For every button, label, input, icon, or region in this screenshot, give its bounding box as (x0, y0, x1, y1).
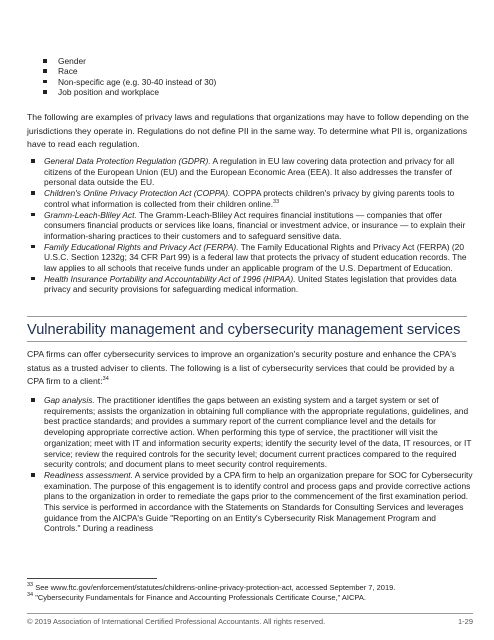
bullet-icon (43, 59, 47, 63)
law-name: Gramm-Leach-Bliley Act. (44, 209, 137, 220)
list-item: Race (43, 66, 463, 76)
list-item: Job position and workplace (43, 87, 463, 97)
bullet-icon (31, 277, 35, 281)
intro-paragraph: The following are examples of privacy laws and regulations that organizations may have to follow depending on the jurisdictions they operate in. Regulations do not define PII in the same way. To determine what PII is, organizations have to read each regulation. (27, 112, 469, 150)
bullet-icon (43, 90, 47, 94)
bullet-icon (31, 398, 35, 402)
footnote: $^{34}$ "Cybersecurity Fundamentals for Finance and Accounting Professionals Certificate Course," AICPA. (27, 592, 366, 603)
footnote-number: 34 (27, 592, 34, 599)
pii-attribute-list (43, 56, 463, 98)
footnotes (27, 583, 473, 603)
law-name: Family Educational Rights and Privacy Act (FERPA). (44, 241, 239, 252)
privacy-law-list (27, 156, 473, 295)
list-item (27, 210, 473, 242)
service-description: A service provided by a CPA firm to help an organization prepare for SOC for Cybersecurity examination. The purpose of this engagement is to identify control and process gaps and provide corrective actions plans to the organization in order to remediate the gaps prior to the commencement of the first examination period. This service is performed in accordance with the Statements on Standards for Consulting Services and leverages guidance from the AICPA's Guide "Reporting on an Entity's Cybersecurity Risk Management Program and Controls." During a readiness (44, 469, 473, 534)
footnote-number: 33 (27, 582, 34, 588)
service-name: Readiness assessment. (44, 469, 133, 480)
copyright-notice: © 2019 Association of International Certified Professional Accountants. All rights reserved. (27, 617, 326, 626)
list-item (27, 470, 473, 534)
law-name: General Data Protection Regulation (GDPR). (44, 156, 211, 166)
bullet-icon (31, 191, 35, 195)
heading-underline (27, 341, 467, 342)
service-description: The practitioner identifies the gaps between an existing system and a target system or set of requirements; assists the organization in obtaining full compliance with the appropriate regulations, guidelines, and best practice standards; and provides a summary report of the current compliance level and the details for developing appropriate corrective action. When performing this type of service, the practitioner will visit the organization; meet with IT and information security experts; identify the security level of the data, IT resources, or IT service; review the required controls for the security level; document current practices compared to the required security controls; and document plans to meet security control requirements. (44, 395, 472, 470)
footnote-reference: 33 (273, 198, 280, 205)
law-name: Children's Online Privacy Protection Act (COPPA). (44, 188, 231, 199)
section-divider (27, 316, 467, 317)
bullet-icon (31, 473, 35, 477)
section-heading: Vulnerability management and cybersecurity management services (27, 322, 461, 338)
footnote-separator (27, 578, 157, 579)
section-intro-paragraph: CPA firms can offer cybersecurity services to improve an organization's security posture and enhance the CPA's status as a trusted adviser to clients. The following is a list of cybersecurity services that could be provided by a CPA firm to a client:$^{34}$ (27, 349, 457, 387)
list-item: Non-specific age (e.g. 30-40 instead of 30) (43, 77, 463, 87)
bullet-icon (31, 159, 35, 163)
service-name: Gap analysis. (44, 395, 95, 405)
list-item: Gender (43, 56, 463, 66)
bullet-icon (31, 245, 35, 249)
bullet-icon (31, 213, 35, 217)
law-description: COPPA protects children's privacy by giving parents tools to control what information is collected from their children online. (44, 188, 455, 209)
law-description: The Gramm-Leach-Bliley Act requires financial institutions — companies that offer consumers financial products or services like loans, financial or investment advice, or insurance — to explain their information-sharing practices to their customers and to safeguard sensitive data. (44, 209, 466, 241)
law-description: United States legislation that provides data privacy and security provisions for safeguarding medical information. (44, 273, 457, 295)
footer-divider (27, 613, 473, 614)
law-name: Health Insurance Portability and Accountability Act of 1996 (HIPAA). (44, 273, 296, 284)
list-item (27, 188, 473, 209)
list-item (27, 274, 473, 295)
bullet-icon (43, 80, 47, 84)
list-item (27, 242, 473, 274)
footnote-reference: 34 (102, 376, 109, 383)
law-description: A regulation in EU law covering data protection and privacy for all citizens of the European Union (EU) and the European Economic Area (EEA). It also addresses the transfer of personal data outside the EU. (44, 156, 455, 188)
list-item (27, 156, 473, 188)
footnote: $^{33}$ See www.ftc.gov/enforcement/statutes/childrens-online-privacy-protection-act, accessed September 7, 2019. (27, 582, 396, 592)
cybersecurity-services-list (27, 395, 473, 534)
list-item (27, 395, 473, 470)
bullet-icon (43, 69, 47, 73)
law-description: The Family Educational Rights and Privacy Act (FERPA) (20 U.S.C. Section 1232g; 34 CFR Part 99) is a federal law that protects the privacy of student education records. The law applies to all schools that receive funds under an applicable program of the U.S. Department of Education. (44, 241, 467, 274)
page-number: 1-29 (457, 617, 473, 626)
